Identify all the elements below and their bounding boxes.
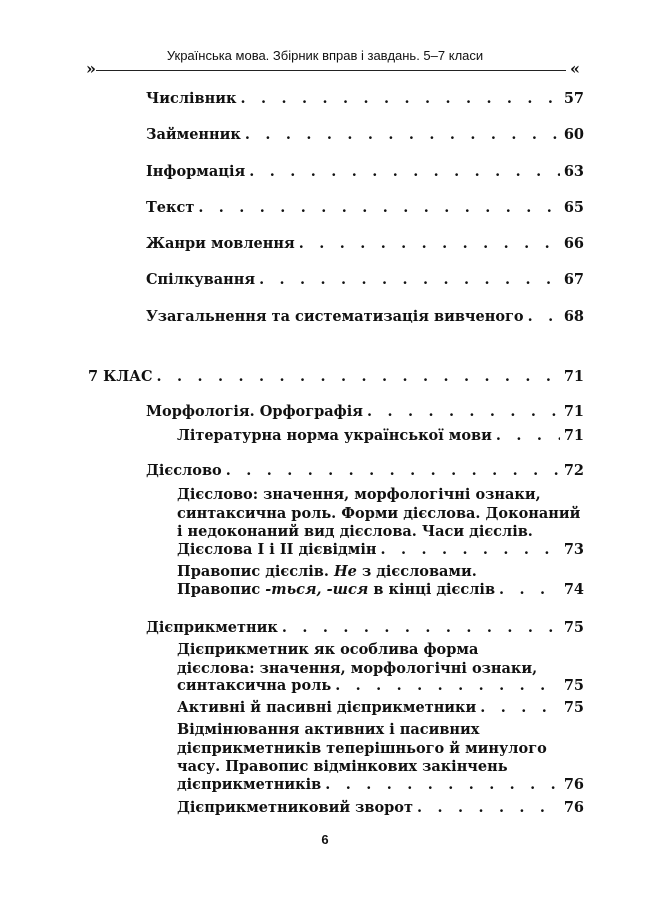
- dot-leader: [496, 426, 560, 446]
- toc-page-number: 71: [563, 368, 584, 385]
- toc-subentry-pravopys-diiesliv[interactable]: [177, 563, 584, 582]
- toc-entry-line: часу. Правопис відмінкових закінчень: [177, 758, 508, 775]
- italic-text: Не: [333, 563, 357, 580]
- toc-entry-uzahalnennia[interactable]: [0, 307, 584, 327]
- toc-entry-diieprykmetnyk[interactable]: [0, 618, 584, 638]
- toc-entry-diieslovo[interactable]: [0, 461, 584, 481]
- toc-entry-title: Морфологія. Орфографія: [146, 403, 363, 420]
- toc-subentry-zvorot[interactable]: [0, 798, 584, 818]
- header-rule: [96, 70, 566, 71]
- dot-leader: [367, 402, 560, 422]
- toc-entry-title: Дієприкметник: [146, 619, 278, 636]
- toc-page-number: 75: [563, 677, 584, 694]
- dot-leader: [198, 198, 560, 218]
- toc-subentry-vidminiuvannia-last[interactable]: [0, 775, 584, 795]
- toc-page-number: 60: [563, 126, 584, 143]
- toc-subentry-aktyvni-pasyvni[interactable]: [0, 698, 584, 718]
- dot-leader: [417, 798, 560, 818]
- toc-entry-title: Інформація: [146, 163, 246, 180]
- toc-entry-line: [177, 563, 584, 582]
- toc-entry-line: дієприкметників теперішнього й минулого: [177, 739, 547, 757]
- italic-text: -ться, -шся: [265, 581, 369, 598]
- text-span: Правопис дієслів.: [177, 563, 334, 580]
- toc-subentry-diieslovo-znachennia[interactable]: [177, 486, 584, 542]
- text-span: Правопис: [177, 581, 266, 598]
- text-span: в кінці дієслів: [368, 581, 496, 598]
- toc-entry-line: дієслова: значення, морфологічні ознаки,: [177, 659, 538, 677]
- toc-subentry-osoblyva-forma[interactable]: [177, 641, 584, 678]
- toc-page-number: 71: [563, 427, 584, 444]
- toc-section-7-klas[interactable]: [0, 367, 584, 387]
- toc-page-number: 74: [563, 581, 584, 598]
- toc-entry-tekst[interactable]: [0, 198, 584, 218]
- toc-page-number: 75: [563, 619, 584, 636]
- toc-entry-title: Займенник: [146, 126, 241, 143]
- dot-leader: [335, 676, 560, 696]
- toc-page-number: 65: [563, 199, 584, 216]
- dot-leader: [249, 162, 560, 182]
- toc-subentry-diieslovo-znachennia-last[interactable]: [0, 540, 584, 560]
- toc-subentry-literaturna-norma[interactable]: [0, 426, 584, 446]
- toc-entry-title: Літературна норма української мови: [177, 427, 492, 444]
- toc-entry-title: Числівник: [146, 90, 237, 107]
- toc-page-number: 75: [563, 699, 584, 716]
- toc-page-number: 71: [563, 403, 584, 420]
- toc-entry-title: Узагальнення та систематизація вивченого: [146, 308, 524, 325]
- toc-entry-title: Дієслово: [146, 462, 222, 479]
- toc-subentry-vidminiuvannia[interactable]: [177, 721, 584, 777]
- toc-subentry-pravopys-diiesliv-last[interactable]: [0, 580, 584, 600]
- header-ornament-right: «: [570, 59, 580, 78]
- toc-page-number: 72: [563, 462, 584, 479]
- dot-leader: [226, 461, 560, 481]
- dot-leader: [380, 540, 559, 560]
- toc-entry-title: Дієслова I і II дієвідмін: [177, 541, 377, 558]
- dot-leader: [299, 234, 560, 254]
- dot-leader: [480, 698, 560, 718]
- toc-entry-chyslivnyk[interactable]: [0, 89, 584, 109]
- toc-section-title: 7 КЛАС: [88, 368, 153, 385]
- toc-entry-title: Дієприкметниковий зворот: [177, 799, 413, 816]
- toc-page-number: 68: [563, 308, 584, 325]
- toc-page-number: 76: [563, 776, 584, 793]
- toc-entry-title: синтаксична роль: [177, 677, 332, 694]
- dot-leader: [240, 89, 559, 109]
- toc-page-number: 67: [563, 271, 584, 288]
- text-span: з дієсловами.: [356, 563, 477, 580]
- dot-leader: [259, 270, 560, 290]
- toc-entry-informatsiia[interactable]: [0, 162, 584, 182]
- toc-page-number: 73: [563, 541, 584, 558]
- dot-leader: [282, 618, 560, 638]
- toc-entry-zaimennyk[interactable]: [0, 125, 584, 145]
- toc-entry-spilkuvannia[interactable]: [0, 270, 584, 290]
- toc-page-number: 63: [563, 163, 584, 180]
- toc-entry-line: Відмінювання активних і пасивних: [177, 721, 480, 738]
- toc-entry-line: Дієслово: значення, морфологічні ознаки,: [177, 486, 541, 503]
- dot-leader: [528, 307, 560, 327]
- toc-entry-title: Активні й пасивні дієприкметники: [177, 699, 477, 716]
- header-ornament-left: »: [86, 59, 96, 78]
- toc-entry-line: синтаксична роль. Форми дієслова. Доконаний: [177, 504, 581, 522]
- toc-entry-title: Жанри мовлення: [146, 235, 295, 252]
- dot-leader: [157, 367, 560, 387]
- toc-subentry-osoblyva-forma-last[interactable]: [0, 676, 584, 696]
- toc-entry-morfolohiia[interactable]: [0, 402, 584, 422]
- dot-leader: [245, 125, 560, 145]
- toc-entry-line: і недоконаний вид дієслова. Часи дієслів.: [177, 523, 533, 540]
- toc-entry-title: Спілкування: [146, 271, 256, 288]
- toc-entry-title: дієприкметників: [177, 776, 322, 793]
- toc-entry-title: Текст: [146, 199, 195, 216]
- dot-leader: [325, 775, 560, 795]
- toc-page-number: 66: [563, 235, 584, 252]
- running-header: Українська мова. Збірник вправ і завдань. 5–7 класи: [166, 48, 484, 63]
- page-number: 6: [321, 832, 329, 847]
- toc-entry-zhanry-movlennia[interactable]: [0, 234, 584, 254]
- dot-leader: [499, 580, 560, 600]
- toc-page-number: 76: [563, 799, 584, 816]
- toc-entry-title: [177, 580, 495, 600]
- toc-page-number: 57: [563, 90, 584, 107]
- toc-entry-line: Дієприкметник як особлива форма: [177, 641, 479, 658]
